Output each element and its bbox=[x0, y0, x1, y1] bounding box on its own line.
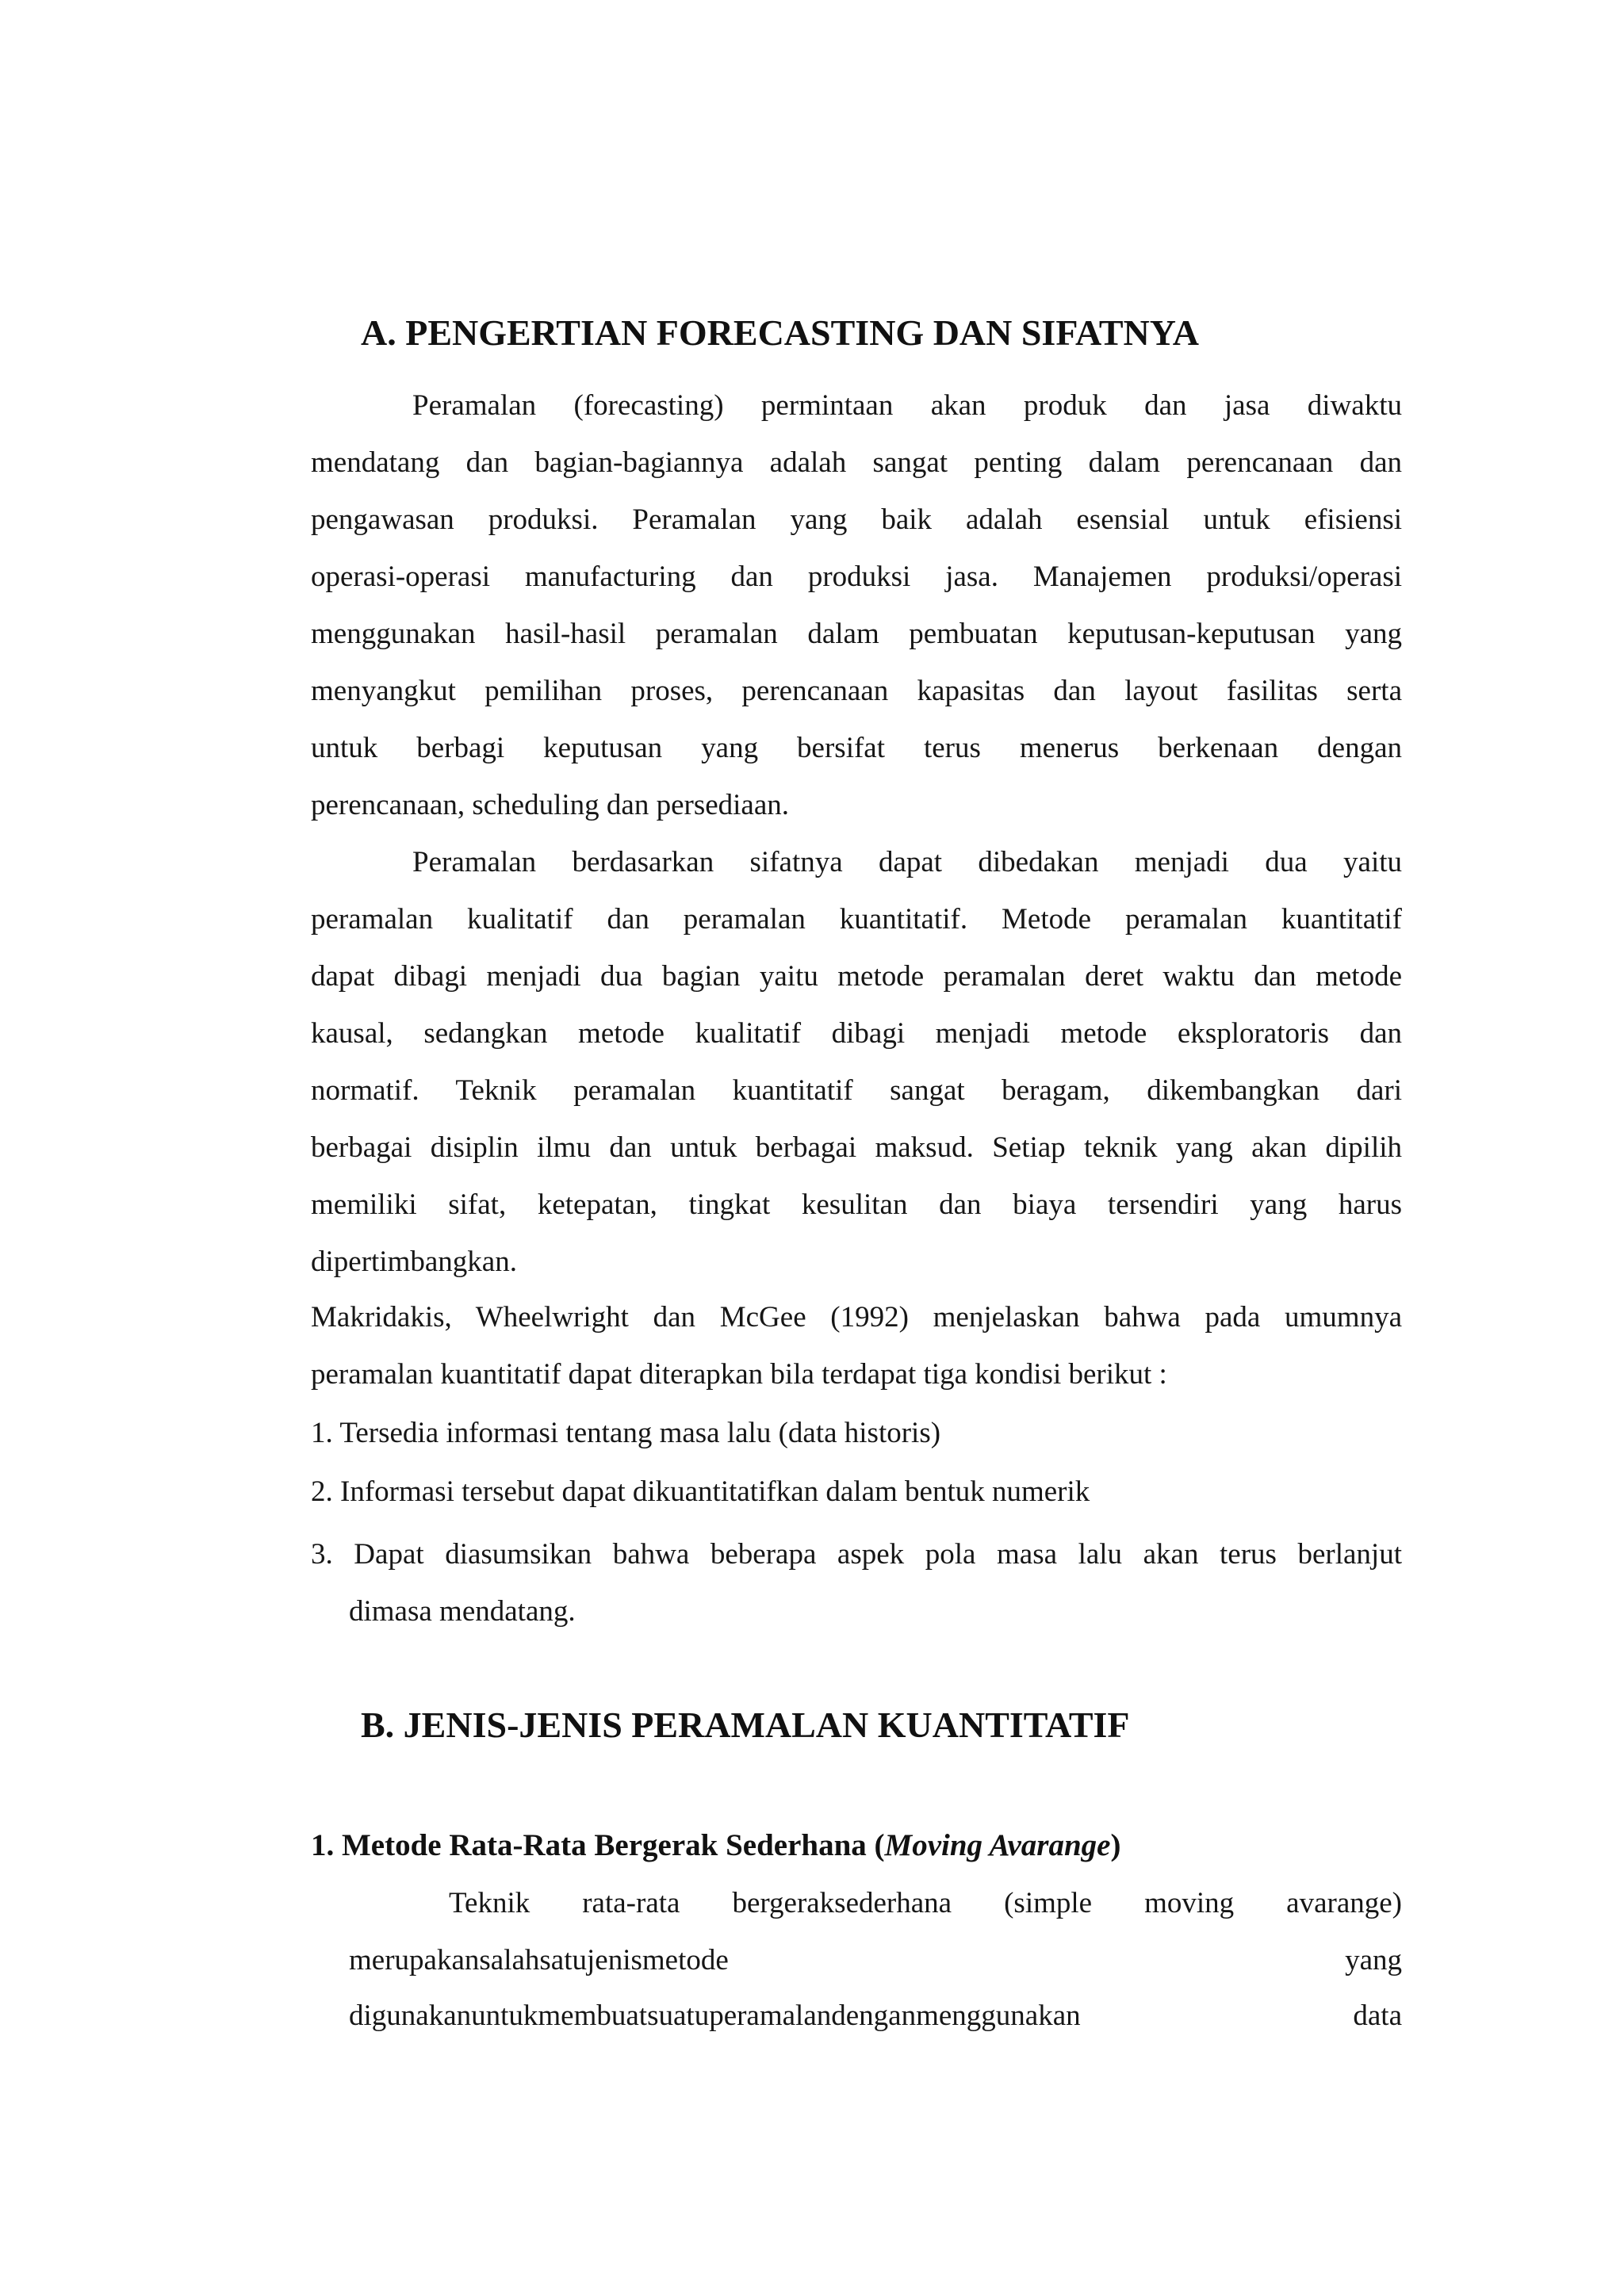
paragraph-1-line: operasi-operasi manufacturing dan produksi jasa. Manajemen produksi/operasi bbox=[311, 561, 1402, 593]
paragraph-2-line: Peramalan berdasarkan sifatnya dapat dibedakan menjadi dua yaitu bbox=[412, 846, 1402, 878]
paragraph-1-line: mendatang dan bagian-bagiannya adalah sangat penting dalam perencanaan dan bbox=[311, 446, 1402, 479]
paragraph-1-line: menggunakan hasil-hasil peramalan dalam pembuatan keputusan-keputusan yang bbox=[311, 618, 1402, 650]
list-item: 2. Informasi tersebut dapat dikuantitatifkan dalam bentuk numerik bbox=[311, 1475, 1090, 1508]
paragraph-2-line: berbagai disiplin ilmu dan untuk berbagai maksud. Setiap teknik yang akan dipilih bbox=[311, 1131, 1402, 1164]
paragraph-1-line: Peramalan (forecasting) permintaan akan produk dan jasa diwaktu bbox=[412, 389, 1402, 422]
paragraph-2-line: kausal, sedangkan metode kualitatif dibagi menjadi metode eksploratoris dan bbox=[311, 1017, 1402, 1050]
subsection-1-line bbox=[349, 1946, 1402, 1977]
paragraph-1-line: pengawasan produksi. Peramalan yang baik adalah esensial untuk efisiensi bbox=[311, 503, 1402, 536]
section-b-heading: B. JENIS-JENIS PERAMALAN KUANTITATIF bbox=[361, 1705, 1130, 1745]
paragraph-2-line: dipertimbangkan. bbox=[311, 1246, 517, 1278]
paragraph-2-line: memiliki sifat, ketepatan, tingkat kesulitan dan biaya tersendiri yang harus bbox=[311, 1188, 1402, 1221]
paragraph-2-line: peramalan kualitatif dan peramalan kuantitatif. Metode peramalan kuantitatif bbox=[311, 903, 1402, 936]
paragraph-1-line: untuk berbagi keputusan yang bersifat terus menerus berkenaan dengan bbox=[311, 732, 1402, 764]
paragraph-2-line: normatif. Teknik peramalan kuantitatif sangat beragam, dikembangkan dari bbox=[311, 1074, 1402, 1107]
subsection-1-heading-text: 1. Metode Rata-Rata Bergerak Sederhana ( bbox=[311, 1828, 885, 1862]
paragraph-1-line: perencanaan, scheduling dan persediaan. bbox=[311, 789, 790, 821]
subsection-1-heading-italic: Moving Avarange bbox=[884, 1828, 1111, 1862]
subsection-1-line-text: yang bbox=[1345, 1944, 1402, 1976]
subsection-1-heading-suffix: ) bbox=[1110, 1828, 1121, 1862]
subsection-1-line-text: merupakansalahsatujenismetode bbox=[349, 1944, 729, 1976]
paragraph-3-line: Makridakis, Wheelwright dan McGee (1992) menjelaskan bahwa pada umumnya bbox=[311, 1301, 1402, 1334]
list-item: 3. Dapat diasumsikan bahwa beberapa aspek pola masa lalu akan terus berlanjut bbox=[311, 1538, 1402, 1571]
paragraph-1-line: menyangkut pemilihan proses, perencanaan kapasitas dan layout fasilitas serta bbox=[311, 675, 1402, 707]
section-a-heading: A. PENGERTIAN FORECASTING DAN SIFATNYA bbox=[361, 312, 1199, 353]
subsection-1-line bbox=[349, 2001, 1402, 2033]
paragraph-2-line: dapat dibagi menjadi dua bagian yaitu metode peramalan deret waktu dan metode bbox=[311, 960, 1402, 993]
list-item: 1. Tersedia informasi tentang masa lalu (data historis) bbox=[311, 1417, 941, 1449]
subsection-1-line-text: data bbox=[1353, 1999, 1402, 2032]
paragraph-3-line: peramalan kuantitatif dapat diterapkan bila terdapat tiga kondisi berikut : bbox=[311, 1358, 1167, 1391]
subsection-1-line: Teknik rata-rata bergeraksederhana (simple moving avarange) bbox=[449, 1887, 1402, 1919]
subsection-1-heading bbox=[311, 1830, 1120, 1861]
list-item-continuation: dimasa mendatang. bbox=[349, 1595, 576, 1628]
subsection-1-line-text: digunakanuntukmembuatsuatuperamalandenganmenggunakan bbox=[349, 1999, 1081, 2032]
